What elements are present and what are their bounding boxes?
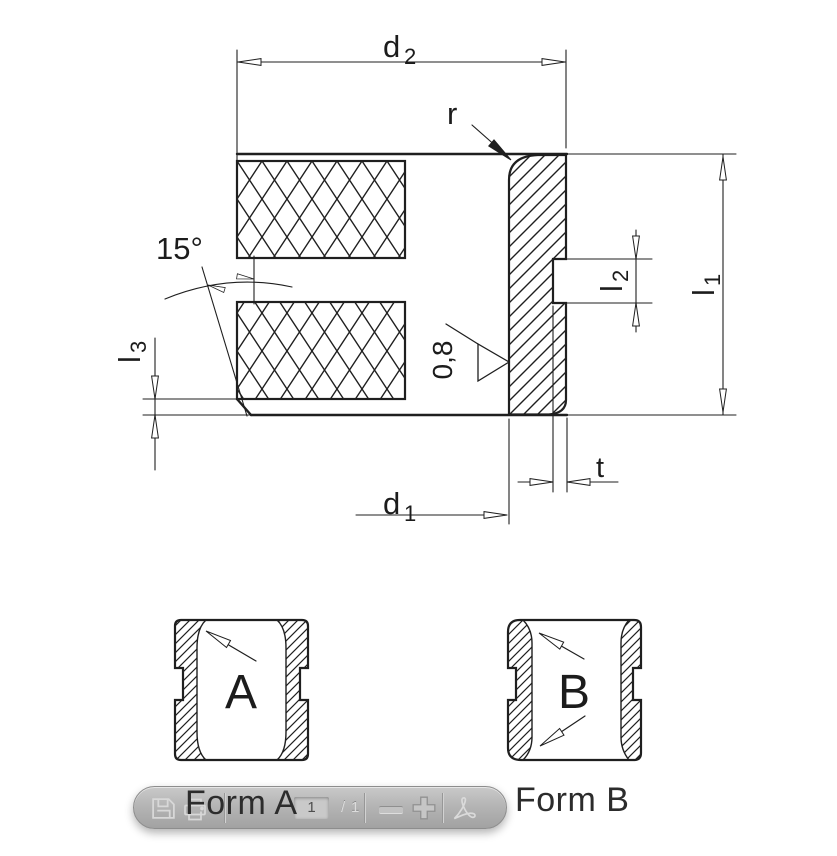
l3-label: l bbox=[112, 356, 147, 363]
form-b-left-wall bbox=[508, 620, 532, 760]
page-number-input[interactable]: 1 bbox=[294, 797, 329, 819]
page-total: 1 bbox=[351, 799, 360, 816]
radius-arrowhead bbox=[489, 140, 514, 163]
toolbar-divider bbox=[442, 793, 444, 823]
form-b-arrowhead-top bbox=[537, 630, 564, 650]
form-a-caption: Form A bbox=[185, 784, 298, 822]
form-b-arrowhead-bottom bbox=[538, 728, 564, 749]
form-b-view bbox=[508, 620, 641, 760]
dimension-lines bbox=[143, 50, 736, 524]
form-a-letter: A bbox=[224, 666, 258, 719]
adobe-acrobat-icon bbox=[451, 795, 478, 822]
knurl-band-upper bbox=[237, 161, 405, 258]
plus-icon bbox=[411, 795, 437, 821]
t-label: t bbox=[596, 452, 605, 484]
angle-arc bbox=[165, 282, 292, 299]
form-a-view bbox=[175, 620, 308, 760]
chamfer-angle-label: 15° bbox=[156, 231, 203, 266]
form-b-right-wall bbox=[621, 620, 641, 760]
chamfer-edge bbox=[237, 399, 251, 415]
d2-subscript: 2 bbox=[404, 44, 417, 69]
acrobat-button[interactable] bbox=[451, 795, 478, 827]
floppy-disk-icon bbox=[150, 795, 177, 822]
l2-label: l bbox=[594, 285, 629, 292]
d1-subscript: 1 bbox=[404, 501, 417, 526]
form-b-caption: Form B bbox=[515, 781, 630, 819]
form-a-left-wall bbox=[175, 620, 206, 760]
save-button[interactable] bbox=[150, 795, 177, 827]
form-b-letter: B bbox=[557, 666, 591, 719]
radius-label: r bbox=[447, 96, 458, 131]
l1-label: l bbox=[686, 289, 721, 296]
d2-label: d bbox=[383, 29, 401, 64]
toolbar-divider bbox=[364, 793, 366, 823]
surface-roughness-label: 0,8 bbox=[427, 340, 458, 380]
dimension-labels bbox=[112, 29, 725, 526]
l1-subscript: 1 bbox=[700, 273, 725, 286]
zoom-in-button[interactable] bbox=[411, 795, 437, 826]
form-a-arrowhead bbox=[204, 628, 231, 648]
zoom-out-button[interactable] bbox=[379, 806, 403, 814]
arrowheads bbox=[152, 59, 727, 519]
page-separator: / bbox=[341, 799, 346, 816]
l2-subscript: 2 bbox=[608, 269, 633, 282]
knurl-band-lower bbox=[237, 302, 405, 399]
form-a-right-wall bbox=[277, 620, 308, 760]
l3-subscript: 3 bbox=[126, 340, 151, 353]
d1-label: d bbox=[383, 486, 401, 521]
flange-section bbox=[509, 155, 566, 415]
main-section-view bbox=[112, 29, 736, 526]
